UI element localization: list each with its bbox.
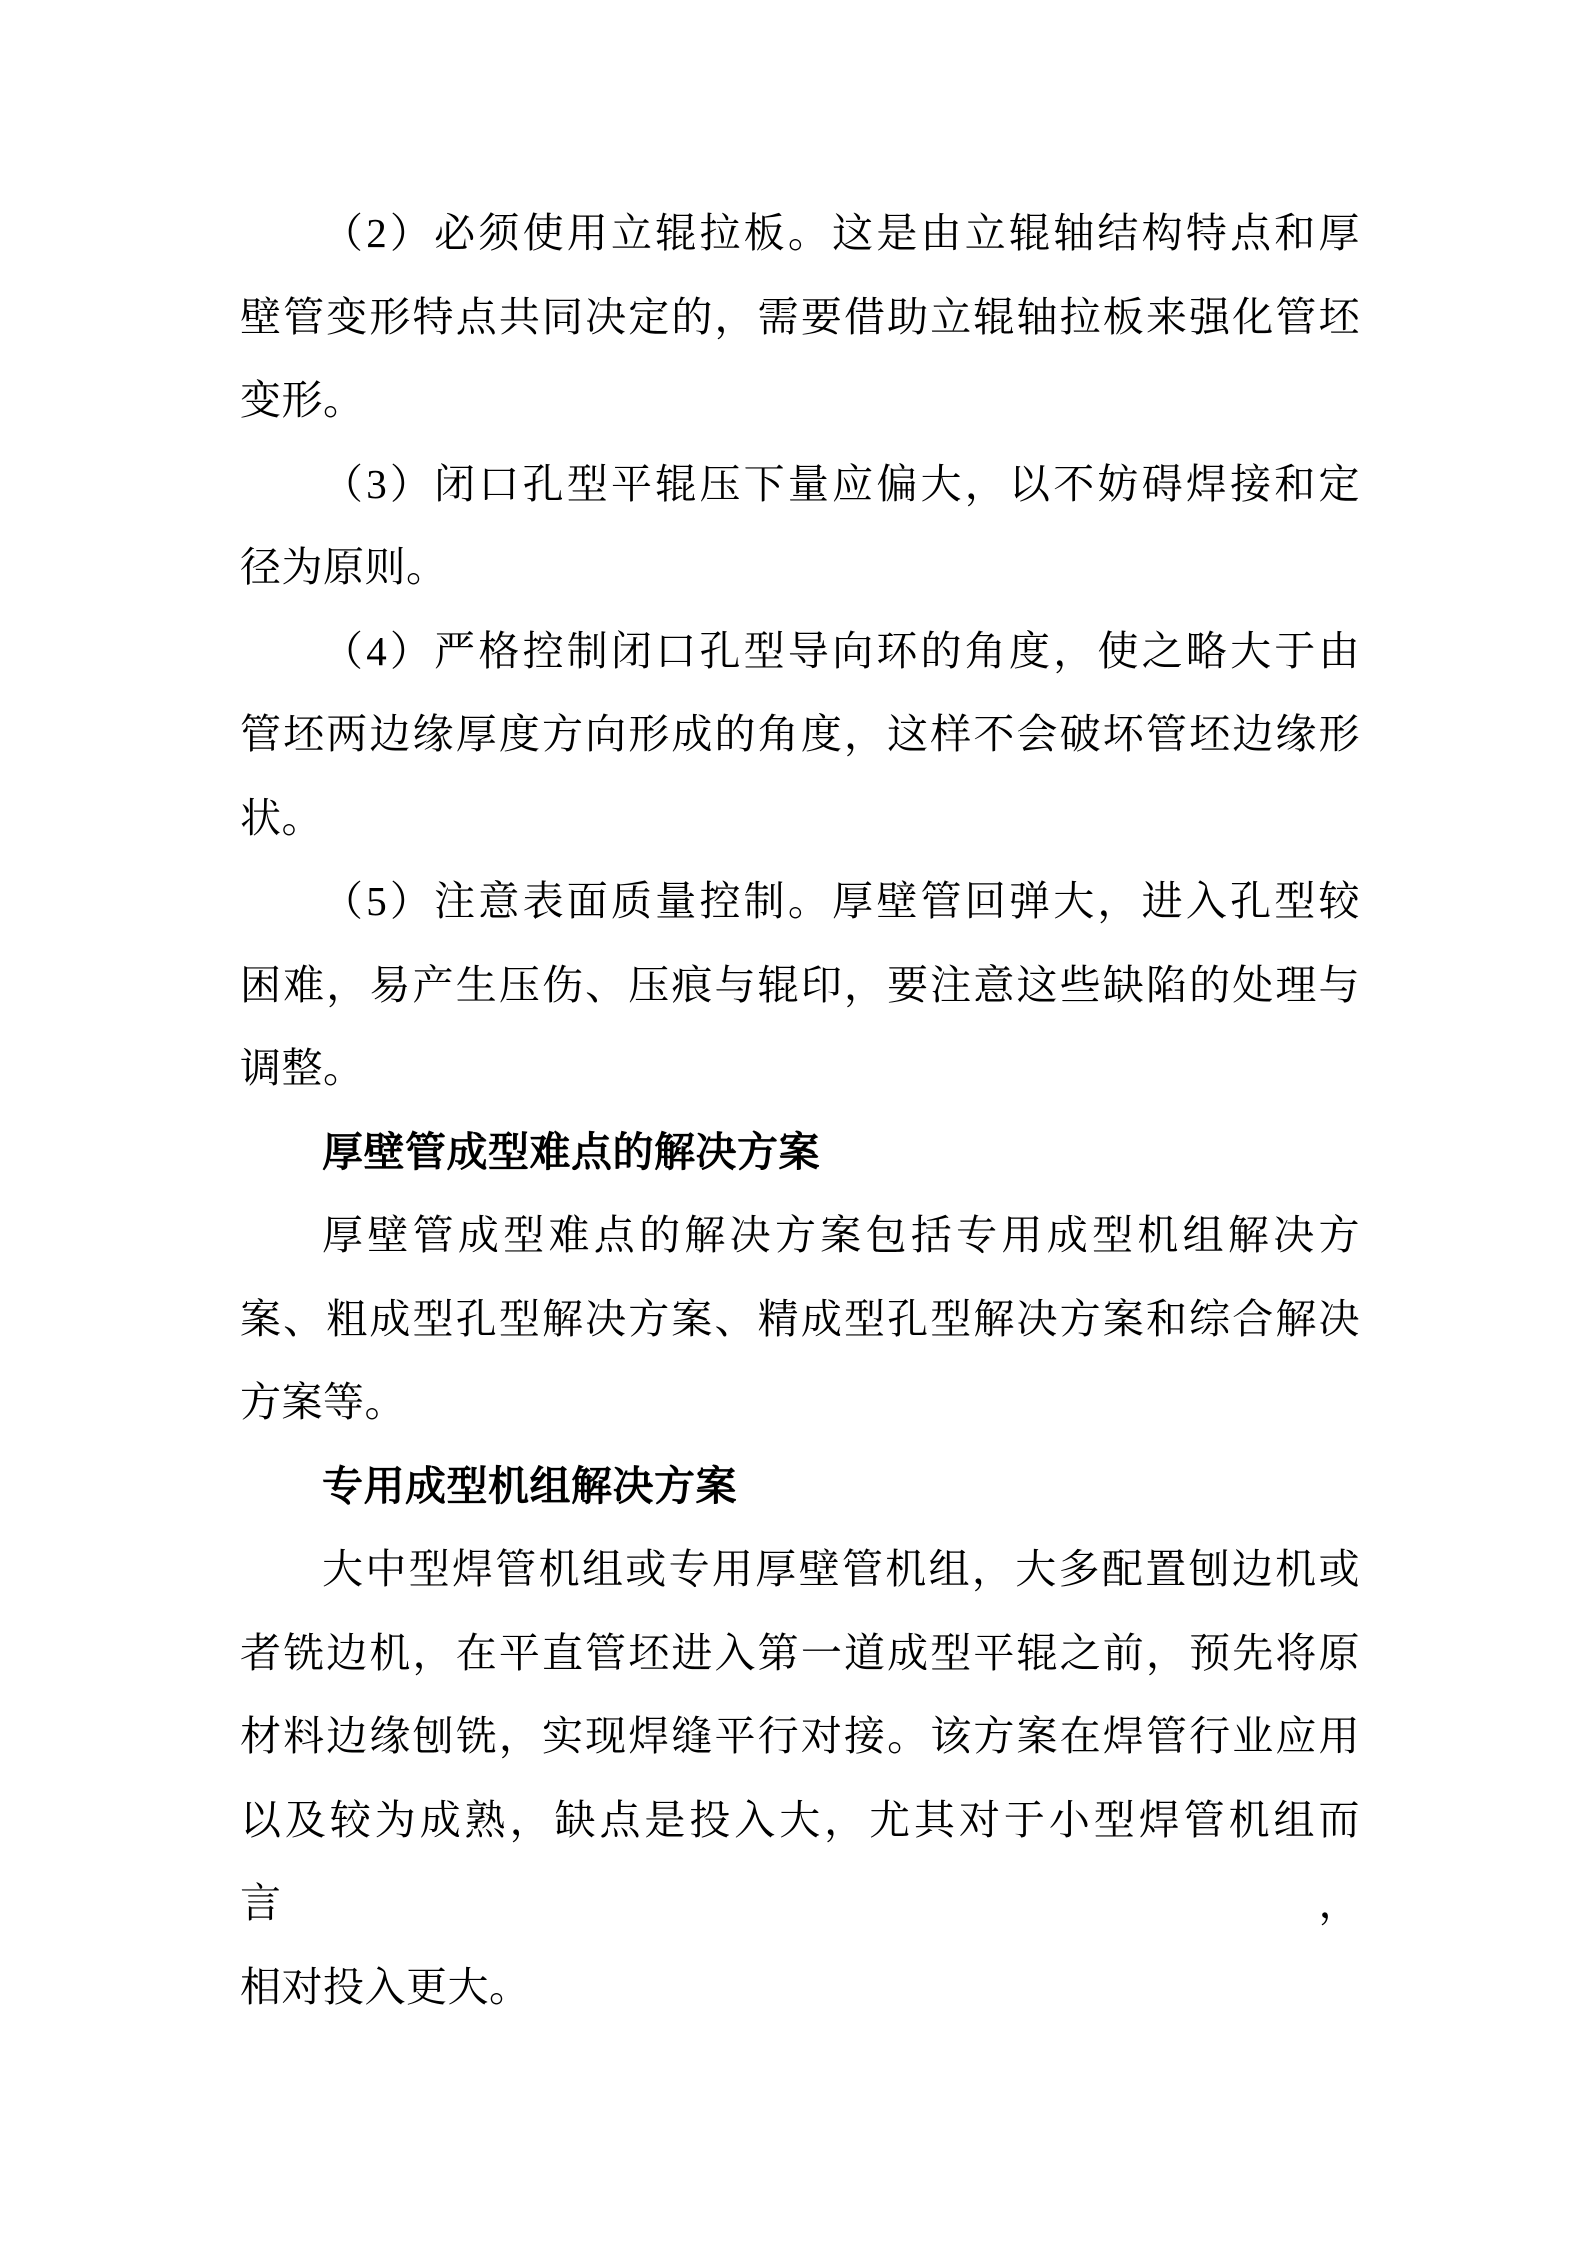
text-line: 管坯两边缘厚度方向形成的角度，这样不会破坏管坯边缘形 (240, 711, 1360, 757)
document-body (240, 192, 1360, 2029)
body-paragraph (240, 192, 1360, 443)
text-line: 厚壁管成型难点的解决方案包括专用成型机组解决方 (322, 1212, 1360, 1258)
text-line: （5）注意表面质量控制。厚壁管回弹大，进入孔型较 (322, 878, 1360, 924)
text-line: 调整。 (240, 1045, 365, 1091)
text-line: 以及较为成熟，缺点是投入大，尤其对于小型焊管机组而言， (240, 1796, 1360, 1926)
text-line: 变形。 (240, 377, 365, 423)
text-line: （4）严格控制闭口孔型导向环的角度，使之略大于由 (322, 627, 1360, 674)
text-line: 径为原则。 (240, 544, 448, 590)
body-paragraph (240, 443, 1360, 610)
text-line: 困难，易产生压伤、压痕与辊印，要注意这些缺陷的处理与 (240, 961, 1360, 1008)
section-heading (240, 1445, 1360, 1529)
body-paragraph (240, 1194, 1360, 1445)
text-line: （3）闭口孔型平辊压下量应偏大，以不妨碍焊接和定 (322, 460, 1360, 507)
body-paragraph (240, 1528, 1360, 2029)
text-line: （2）必须使用立辊拉板。这是由立辊轴结构特点和厚 (322, 210, 1360, 256)
text-line: 案、粗成型孔型解决方案、精成型孔型解决方案和综合解决 (240, 1295, 1360, 1342)
text-line: 者铣边机，在平直管坯进入第一道成型平辊之前，预先将原 (240, 1629, 1360, 1676)
body-paragraph (240, 610, 1360, 861)
heading-line: 专用成型机组解决方案 (322, 1462, 737, 1509)
text-line: 材料边缘刨铣，实现焊缝平行对接。该方案在焊管行业应用 (240, 1713, 1360, 1759)
body-paragraph (240, 860, 1360, 1111)
text-line: 大中型焊管机组或专用厚壁管机组，大多配置刨边机或 (322, 1546, 1360, 1592)
text-line: 壁管变形特点共同决定的，需要借助立辊轴拉板来强化管坯 (240, 293, 1360, 340)
heading-line: 厚壁管成型难点的解决方案 (322, 1128, 820, 1175)
text-line: 相对投入更大。 (240, 1963, 531, 2010)
text-line: 方案等。 (240, 1379, 406, 1425)
section-heading (240, 1111, 1360, 1195)
text-line: 状。 (240, 794, 323, 841)
